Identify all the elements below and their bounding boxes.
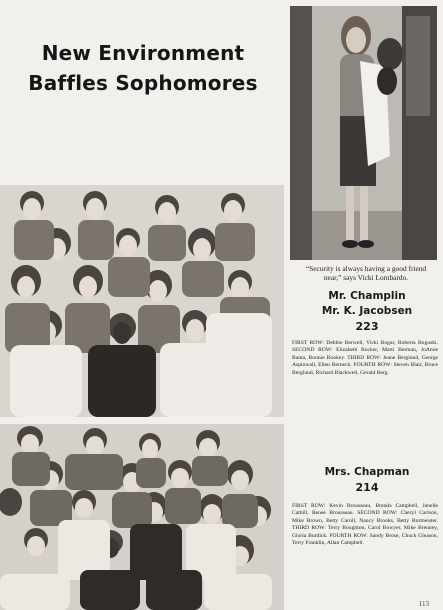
class-roster: FIRST ROW: Kevin Brousseau, Brenda Campbell, Janelle Cathill, Renee Brousseau. SECOND ROW: Cheryl Carlson, Mike Brown, Betty Caroll, Nancy Brooks, Betty Burmeister. THIRD ROW: Terry Boughton, Carol Bowyer, Mike Brenney, Gloria Burdick. FOURTH ROW: Sandy Brose, Chuck Gleason, Terry Franklin, Allan Campbell.	[292, 503, 438, 547]
homeroom-223-heading	[292, 289, 442, 334]
headline-line-1: New Environment	[41, 41, 245, 65]
photo-caption: “Security is always having a good friend near,” says Vicki Lombardo.	[305, 264, 427, 282]
class-photo-223	[0, 185, 284, 417]
candid-photo	[290, 6, 437, 260]
page-number: 113	[418, 600, 429, 608]
page-headline	[18, 38, 268, 98]
teacher-name: Mr. Champlin	[328, 290, 406, 302]
class-photo-214	[0, 424, 284, 610]
room-number: 223	[355, 320, 379, 333]
teacher-name: Mr. K. Jacobsen	[321, 305, 413, 317]
class-roster: FIRST ROW: Debbie Berwell, Vicki Bogar, Roberta Boguski. SECOND ROW: Elizabeth Bocker, Marti Berman, JoAnne Banta, Ronnie Bookey. THIRD ROW: Jeane Berglund, George Aspinwall, Ellen Berneck. FOURTH ROW: Steven Blair, Bruce Berglund, Richard Blackwell, Gerald Berg.	[292, 340, 438, 376]
homeroom-214-heading	[292, 465, 442, 495]
room-number: 214	[355, 481, 379, 494]
headline-line-2: Baffles Sophomores	[28, 71, 258, 95]
teacher-name: Mrs. Chapman	[324, 466, 410, 478]
